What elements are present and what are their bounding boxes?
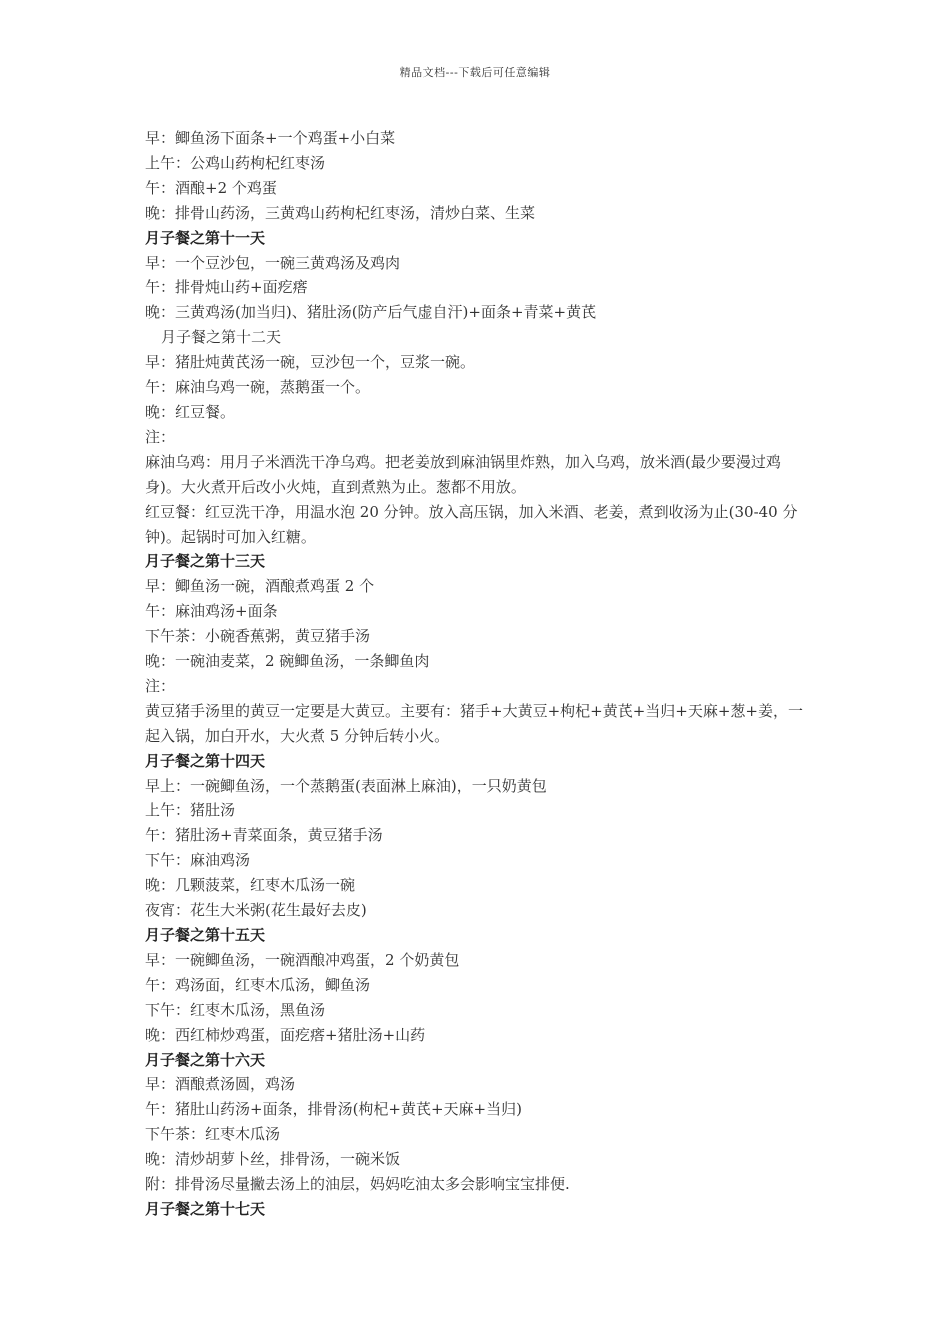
meal-line: 下午茶：红枣木瓜汤 [145, 1125, 281, 1144]
meal-line: 下午：麻油鸡汤 [145, 851, 251, 870]
meal-line: 晚：清炒胡萝卜丝，排骨汤，一碗米饭 [145, 1150, 401, 1169]
meal-line: 午：排骨炖山药+面疙瘩 [145, 278, 308, 297]
meal-line: 午：鸡汤面，红枣木瓜汤，鲫鱼汤 [145, 975, 371, 994]
meal-line: 下午茶：小碗香蕉粥，黄豆猪手汤 [145, 627, 371, 646]
meal-line: 夜宵：花生大米粥(花生最好去皮) [145, 901, 367, 920]
meal-line: 注： [145, 427, 176, 446]
meal-line: 午：猪肚汤+青菜面条，黄豆猪手汤 [145, 826, 383, 845]
section-heading: 月子餐之第十四天 [145, 751, 266, 770]
section-heading: 月子餐之第十七天 [145, 1199, 266, 1218]
section-heading: 月子餐之第十三天 [145, 552, 266, 571]
note-paragraph: 麻油乌鸡：用月子米酒洗干净乌鸡。把老姜放到麻油锅里炸熟，加入乌鸡，放米酒(最少要漫过鸡身)。大火煮开后改小火炖，直到煮熟为止。葱都不用放。 [145, 452, 781, 496]
section-heading-indented: 月子餐之第十二天 [161, 328, 282, 347]
section-heading: 月子餐之第十一天 [145, 228, 266, 247]
meal-line: 早：鲫鱼汤一碗，酒酿煮鸡蛋 2 个 [145, 577, 375, 596]
section-heading: 月子餐之第十五天 [145, 926, 266, 944]
meal-line: 晚：几颗菠菜，红枣木瓜汤一碗 [145, 876, 356, 895]
meal-line: 附：排骨汤尽量撇去汤上的油层，妈妈吃油太多会影响宝宝排便. [145, 1175, 570, 1194]
meal-line: 午：麻油乌鸡一碗，蒸鹅蛋一个。 [145, 378, 371, 397]
meal-line: 早：一个豆沙包，一碗三黄鸡汤及鸡肉 [145, 253, 401, 272]
section-heading: 月子餐之第十六天 [145, 1050, 266, 1069]
meal-line: 晚：一碗油麦菜，2 碗鲫鱼汤，一条鲫鱼肉 [145, 652, 430, 671]
document-body [145, 126, 810, 1222]
meal-line: 晚：红豆餐。 [145, 402, 236, 421]
meal-line: 上午：猪肚汤 [145, 801, 236, 820]
meal-line: 早：鲫鱼汤下面条+一个鸡蛋+小白菜 [145, 129, 396, 147]
meal-line: 早：酒酿煮汤圆，鸡汤 [145, 1075, 296, 1094]
meal-line: 晚：排骨山药汤，三黄鸡山药枸杞红枣汤，清炒白菜、生菜 [145, 203, 536, 222]
meal-line: 午：麻油鸡汤+面条 [145, 602, 278, 621]
meal-line: 早：一碗鲫鱼汤，一碗酒酿冲鸡蛋，2 个奶黄包 [145, 950, 460, 969]
meal-line: 上午：公鸡山药枸杞红枣汤 [145, 153, 326, 172]
meal-line: 午：猪肚山药汤+面条，排骨汤(枸杞+黄芪+天麻+当归) [145, 1100, 522, 1119]
meal-line: 下午：红枣木瓜汤，黑鱼汤 [145, 1000, 326, 1019]
meal-line: 晚：三黄鸡汤(加当归)、猪肚汤(防产后气虚自汗)+面条+青菜+黄芪 [145, 303, 597, 322]
meal-line: 早上：一碗鲫鱼汤，一个蒸鹅蛋(表面淋上麻油)，一只奶黄包 [145, 776, 547, 795]
note-paragraph: 黄豆猪手汤里的黄豆一定要是大黄豆。主要有：猪手+大黄豆+枸杞+黄芪+当归+天麻+葱+姜，一起入锅，加白开水，大火煮 5 分钟后转小火。 [145, 701, 803, 745]
meal-line: 注： [145, 676, 176, 695]
note-paragraph: 红豆餐：红豆洗干净，用温水泡 20 分钟。放入高压锅，加入米酒、老姜，煮到收汤为止(30-40 分钟)。起锅时可加入红糖。 [145, 502, 798, 546]
meal-line: 晚：西红柿炒鸡蛋，面疙瘩+猪肚汤+山药 [145, 1025, 426, 1044]
meal-line: 午：酒酿+2 个鸡蛋 [145, 178, 277, 197]
meal-line: 早：猪肚炖黄芪汤一碗，豆沙包一个，豆浆一碗。 [145, 353, 476, 372]
page-header: 精品文档---下载后可任意编辑 [399, 66, 551, 79]
